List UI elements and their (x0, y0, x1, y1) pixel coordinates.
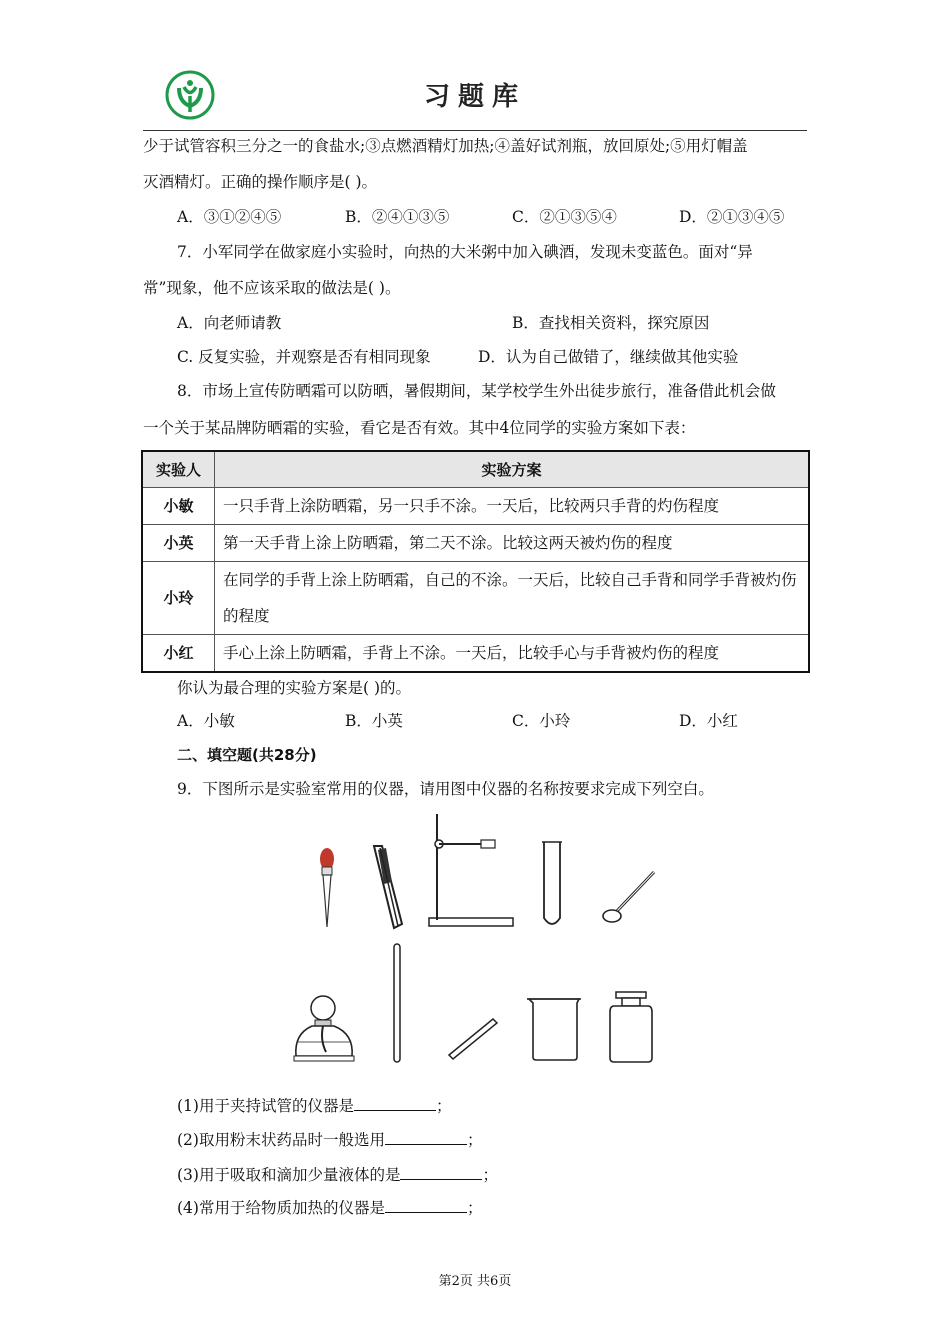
q9-item-4 (177, 1198, 482, 1218)
q9-item-end: ； (435, 1097, 452, 1115)
q7-option-c: C. 反复实验，并观察是否有相同现象 (177, 348, 431, 366)
table-header-person: 实验人 (142, 451, 215, 488)
q9-item-end: ； (466, 1199, 483, 1217)
q9-item-text: (1)用于夹持试管的仪器是 (177, 1097, 354, 1115)
table-row (142, 635, 809, 673)
table-cell-plan: 手心上涂上防晒霜，手背上不涂。一天后，比较手心与手背被灼伤的程度 (215, 635, 810, 673)
q6-option-c: C．②①③⑤④ (512, 208, 617, 226)
q6-option-d: D．②①③④⑤ (679, 208, 785, 226)
table-cell-name: 小英 (142, 525, 215, 562)
page-footer: 第2页 共6页 (438, 1274, 512, 1289)
dropper-icon (312, 845, 342, 930)
q8-option-d: D．小红 (679, 712, 738, 730)
intro-line-1: 少于试管容积三分之一的食盐水;③点燃酒精灯加热;④盖好试剂瓶，放回原处;⑤用灯帽盖 (143, 137, 748, 155)
answer-blank[interactable] (385, 1130, 467, 1145)
q8-line-1: 8．市场上宣传防晒霜可以防晒，暑假期间，某学校学生外出徒步旅行，准备借此机会做 (177, 382, 776, 400)
table-row (142, 488, 809, 525)
q8-question: 你认为最合理的实验方案是( )的。 (177, 679, 412, 697)
answer-blank[interactable] (400, 1165, 482, 1180)
answer-blank[interactable] (385, 1198, 467, 1213)
beaker-icon (525, 995, 585, 1063)
q7-line-1: 7．小军同学在做家庭小实验时，向热的大米粥中加入碘酒，发现未变蓝色。面对“异 (177, 243, 753, 261)
table-cell-plan: 在同学的手背上涂上防晒霜，自己的不涂。一天后，比较自己手背和同学手背被灼伤的程度 (215, 562, 810, 635)
q9-intro: 9．下图所示是实验室常用的仪器，请用图中仪器的名称按要求完成下列空白。 (177, 780, 714, 798)
table-cell-name: 小敏 (142, 488, 215, 525)
q9-item-text: (2)取用粉末状药品时一般选用 (177, 1131, 385, 1149)
q9-item-3 (177, 1165, 498, 1185)
table-header-plan: 实验方案 (215, 451, 810, 488)
table-cell-name: 小红 (142, 635, 215, 673)
table-row (142, 525, 809, 562)
medicine-spoon-icon (598, 866, 660, 928)
q9-item-1 (177, 1096, 451, 1116)
reagent-bottle-icon (606, 990, 656, 1064)
q6-option-a: A．③①②④⑤ (177, 208, 282, 226)
iron-stand-icon (425, 810, 520, 930)
experiment-plan-table (141, 450, 810, 673)
q8-option-b: B．小英 (345, 712, 403, 730)
table-cell-plan: 一只手背上涂防晒霜，另一只手不涂。一天后，比较两只手背的灼伤程度 (215, 488, 810, 525)
intro-line-2: 灭酒精灯。正确的操作顺序是( )。 (143, 173, 378, 191)
q8-line-2: 一个关于某品牌防晒霜的实验，看它是否有效。其中4位同学的实验方案如下表： (143, 419, 696, 437)
table-header-row (142, 451, 809, 488)
q7-line-2: 常”现象，他不应该采取的做法是( )。 (143, 279, 401, 297)
q8-option-a: A．小敏 (177, 712, 235, 730)
table-cell-plan: 第一天手背上涂上防晒霜，第二天不涂。比较这两天被灼伤的程度 (215, 525, 810, 562)
q8-option-c: C．小玲 (512, 712, 571, 730)
q9-item-end: ； (482, 1166, 498, 1184)
section-title: 二、填空题(共28分) (177, 746, 317, 764)
test-tube-icon (540, 840, 565, 930)
answer-blank[interactable] (354, 1096, 436, 1111)
table-row (142, 562, 809, 635)
glass-tube-icon (445, 1015, 500, 1063)
q7-option-a: A．向老师请教 (177, 314, 282, 332)
q9-item-text: (3)用于吸取和滴加少量液体的是 (177, 1166, 401, 1184)
q9-item-end: ； (466, 1131, 483, 1149)
table-cell-name: 小玲 (142, 562, 215, 635)
header-divider (143, 130, 807, 131)
q9-item-2 (177, 1130, 482, 1150)
glass-rod-icon (390, 942, 404, 1064)
q6-option-b: B．②④①③⑤ (345, 208, 450, 226)
page-header-title: 习题库 (423, 82, 526, 112)
alcohol-lamp-icon (290, 990, 360, 1065)
q7-option-b: B．查找相关资料，探究原因 (512, 314, 710, 332)
q7-option-d: D．认为自己做错了，继续做其他实验 (478, 348, 739, 366)
q9-item-text: (4)常用于给物质加热的仪器是 (177, 1199, 385, 1217)
test-tube-holder-icon (368, 842, 408, 932)
